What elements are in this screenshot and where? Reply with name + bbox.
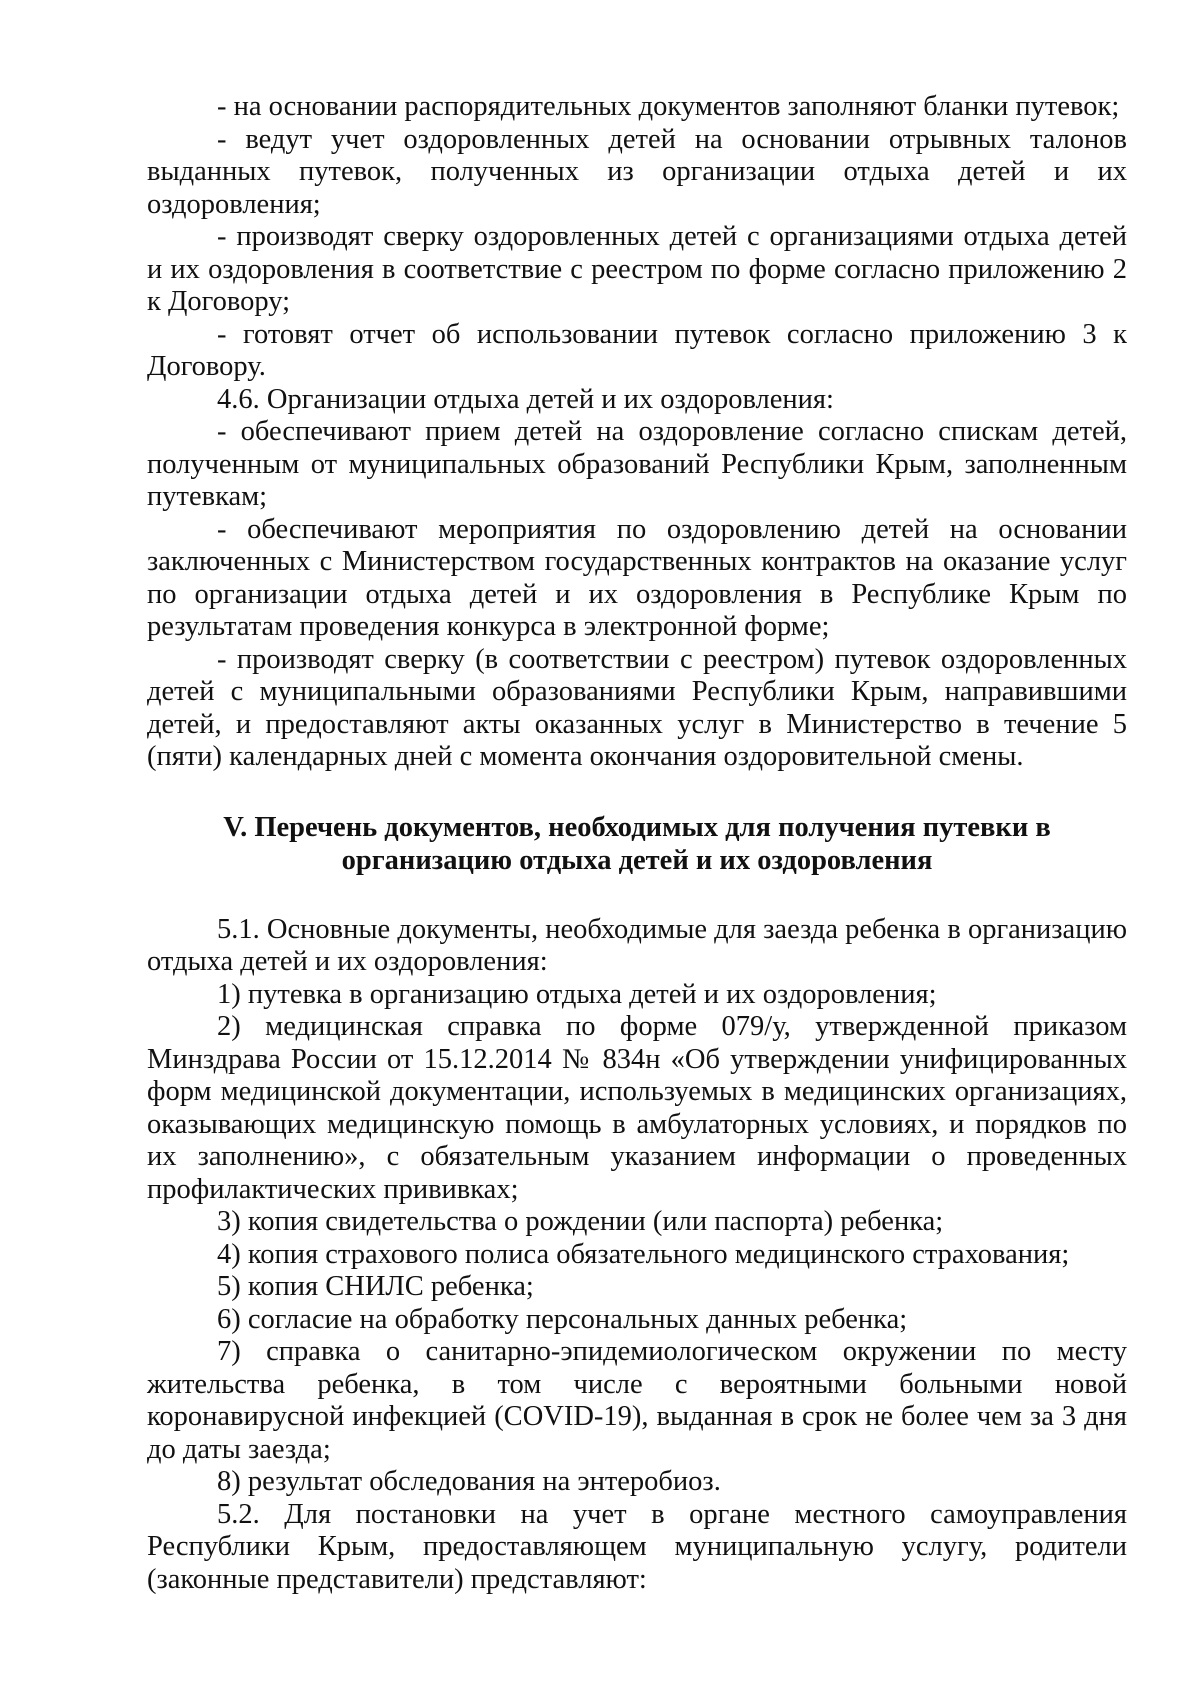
text-line: 5.1. Основные документы, необходимые для заезда ребенка в организацию (217, 913, 1127, 945)
text-line: путевкам; (147, 481, 268, 512)
text-line: (пяти) календарных дней с момента окончания оздоровительной смены. (147, 741, 1024, 772)
text-line: к Договору; (147, 286, 291, 317)
section-heading-line: V. Перечень документов, необходимых для получения путевки в (223, 811, 1051, 843)
text-line: выданных путевок, полученных из организации отдыха детей и их (147, 156, 1127, 187)
text-line: Республики Крым, предоставляющем муниципальную услугу, родители (147, 1531, 1127, 1562)
text-line: 5) копия СНИЛС ребенка; (217, 1271, 534, 1302)
text-line: - обеспечивают прием детей на оздоровление согласно спискам детей, (217, 416, 1127, 447)
text-line: 5.2. Для постановки на учет в органе местного самоуправления (217, 1498, 1127, 1530)
text-line: - производят сверку оздоровленных детей с организациями отдыха детей (217, 221, 1127, 252)
text-line: 4.6. Организации отдыха детей и их оздоровления: (217, 383, 834, 415)
text-line: 4) копия страхового полиса обязательного медицинского страхования; (217, 1238, 1070, 1270)
text-line: - производят сверку (в соответствии с реестром) путевок оздоровленных (217, 643, 1127, 675)
text-line: 7) справка о санитарно-эпидемиологическом окружении по месту (217, 1336, 1127, 1367)
spacer (147, 878, 1127, 914)
text-line: детей, и предоставляют акты оказанных услуг в Министерство в течение 5 (147, 708, 1127, 740)
text-line: - обеспечивают мероприятия по оздоровлению детей на основании (217, 513, 1127, 545)
text-line: 8) результат обследования на энтеробиоз. (217, 1466, 721, 1497)
text-line: и их оздоровления в соответствие с реестром по форме согласно приложению 2 (147, 253, 1127, 285)
text-line: результатам проведения конкурса в электронной форме; (147, 611, 830, 642)
text-line: форм медицинской документации, используемых в медицинских организациях, (147, 1076, 1127, 1107)
text-line: их заполнению», с обязательным указанием информации о проведенных (147, 1141, 1127, 1172)
text-line: 2) медицинская справка по форме 079/у, утвержденной приказом (217, 1011, 1127, 1042)
text-line: по организации отдыха детей и их оздоровления в Республике Крым по (147, 578, 1127, 610)
text-line: отдыха детей и их оздоровления: (147, 946, 548, 977)
text-line: профилактических прививках; (147, 1173, 519, 1205)
text-line: оказывающих медицинскую помощь в амбулаторных условиях, и порядков по (147, 1108, 1127, 1140)
text-line: полученным от муниципальных образований Республики Крым, заполненным (147, 448, 1127, 480)
text-line: - на основании распорядительных документов заполняют бланки путевок; (217, 91, 1120, 122)
document-body (147, 91, 1127, 1596)
text-line: коронавирусной инфекцией (COVID-19), выданная в срок не более чем за 3 дня (147, 1401, 1127, 1432)
spacer (147, 774, 1127, 812)
text-line: заключенных с Министерством государственных контрактов на оказание услуг (147, 546, 1127, 577)
text-line: 3) копия свидетельства о рождении (или паспорта) ребенка; (217, 1206, 944, 1237)
section-heading-line: организацию отдыха детей и их оздоровления (341, 844, 933, 876)
text-line: (законные представители) представляют: (147, 1563, 647, 1595)
text-line: детей с муниципальными образованиями Республики Крым, направившими (147, 676, 1127, 707)
text-line: 6) согласие на обработку персональных данных ребенка; (217, 1303, 908, 1335)
text-line: Минздрава России от 15.12.2014 № 834н «Об утверждении унифицированных (147, 1043, 1127, 1075)
text-line: 1) путевка в организацию отдыха детей и их оздоровления; (217, 978, 937, 1010)
text-line: оздоровления; (147, 188, 321, 220)
text-line: - ведут учет оздоровленных детей на основании отрывных талонов (217, 123, 1127, 155)
text-line: до даты заезда; (147, 1433, 331, 1465)
text-line: жительства ребенка, в том числе с вероятными больными новой (147, 1368, 1127, 1400)
text-line: - готовят отчет об использовании путевок согласно приложению 3 к (217, 318, 1127, 350)
text-line: Договору. (147, 351, 266, 382)
